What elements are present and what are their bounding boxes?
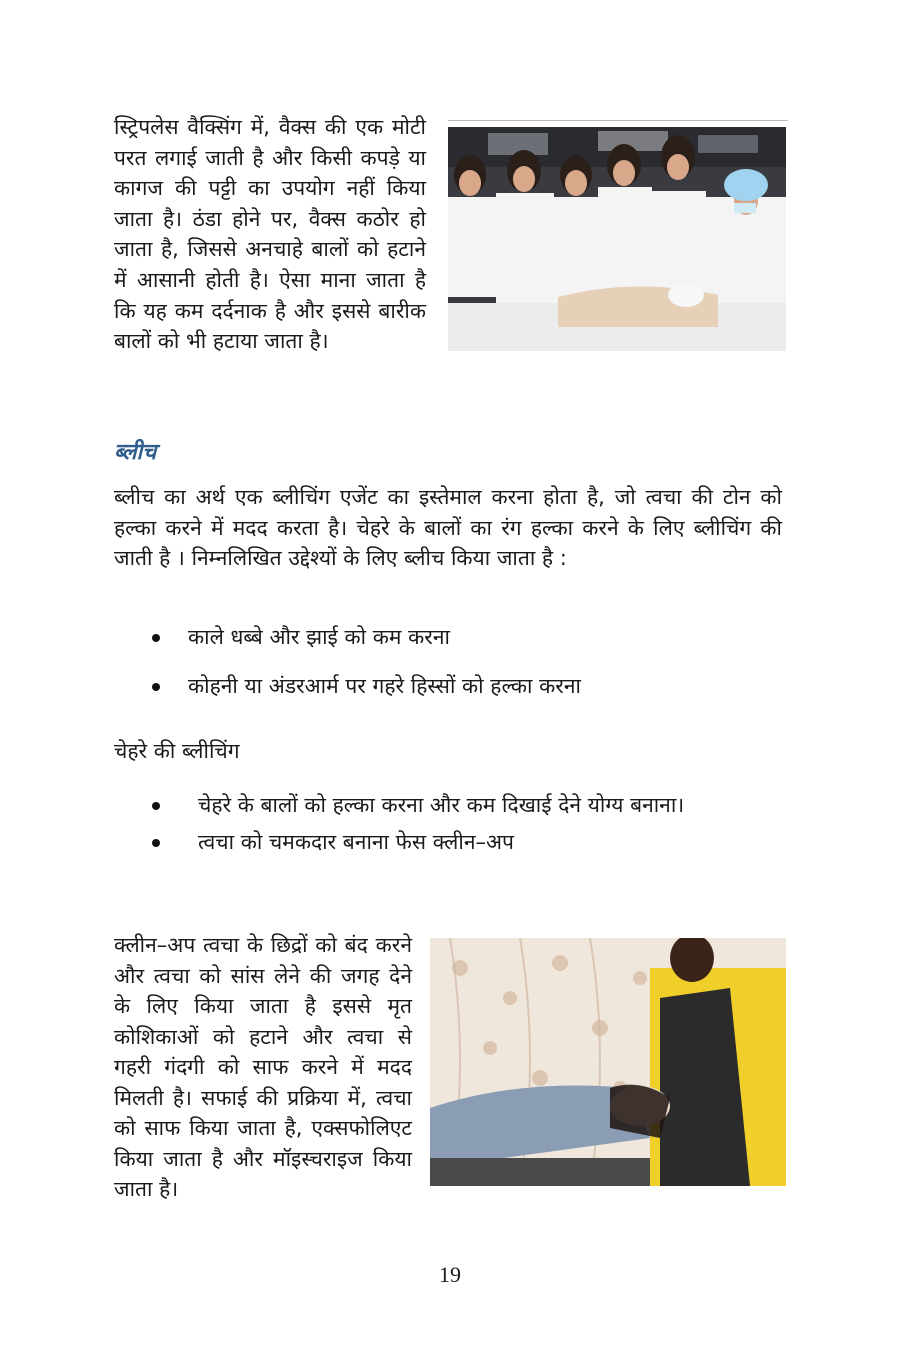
bleach-paragraph: ब्लीच का अर्थ एक ब्लीचिंग एजेंट का इस्तेमाल करना होता है, जो त्वचा की टोन को हल्का करने में मदद करता है। चेहरे के बालों का रंग हल्का करने के लिए ब्लीचिंग की जाती है । निम्नलिखित उद्देश्यों के लिए ब्लीच किया जाता है : [114, 485, 782, 570]
list-item [114, 790, 788, 821]
waxing-section [114, 112, 788, 357]
face-bleaching-list [114, 790, 788, 859]
list-item [114, 671, 788, 702]
list-item [114, 827, 788, 858]
cleanup-section [114, 930, 788, 1205]
bullet-icon [152, 802, 160, 810]
face-bleaching-subheading: चेहरे की ब्लीचिंग [114, 739, 240, 763]
list-item-text: चेहरे के बालों को हल्का करना और कम दिखाई देने योग्य बनाना। [198, 793, 685, 817]
cleanup-photo [430, 938, 788, 1190]
waxing-training-photo [448, 120, 788, 355]
bleach-purpose-list [114, 622, 788, 719]
bullet-icon [152, 683, 160, 691]
facial-cleanup-image [430, 938, 786, 1186]
training-class-image [448, 127, 786, 351]
bullet-icon [152, 634, 160, 642]
page-number: 19 [439, 1262, 461, 1287]
bleach-heading: ब्लीच [114, 439, 157, 465]
waxing-paragraph: स्ट्रिपलेस वैक्सिंग में, वैक्स की एक मोटी परत लगाई जाती है और किसी कपड़े या कागज की पट्टी का उपयोग नहीं किया जाता है। ठंडा होने पर, वैक्स कठोर हो जाता है, जिससे अनचाहे बालों को हटाने में आसानी होती है। ऐसा माना जाता है कि यह कम दर्दनाक है और इससे बारीक बालों को भी हटाया जाता है। [114, 115, 426, 354]
list-item-text: काले धब्बे और झाई को कम करना [188, 625, 450, 649]
bleach-section [114, 482, 782, 574]
bullet-icon [152, 839, 160, 847]
list-item-text: त्वचा को चमकदार बनाना फेस क्लीन–अप [198, 829, 514, 854]
cleanup-paragraph: क्लीन–अप त्वचा के छिद्रों को बंद करने और त्वचा को सांस लेने की जगह देने के लिए किया जाता है इससे मृत कोशिकाओं को हटाने और त्वचा से गहरी गंदगी को साफ करने में मदद मिलती है। सफाई की प्रक्रिया में, त्वचा को साफ किया जाता है, एक्सफोलिएट किया जाता है और मॉइस्चराइज किया जाता है। [114, 933, 412, 1201]
list-item-text: कोहनी या अंडरआर्म पर गहरे हिस्सों को हल्का करना [188, 673, 581, 698]
list-item [114, 622, 788, 653]
